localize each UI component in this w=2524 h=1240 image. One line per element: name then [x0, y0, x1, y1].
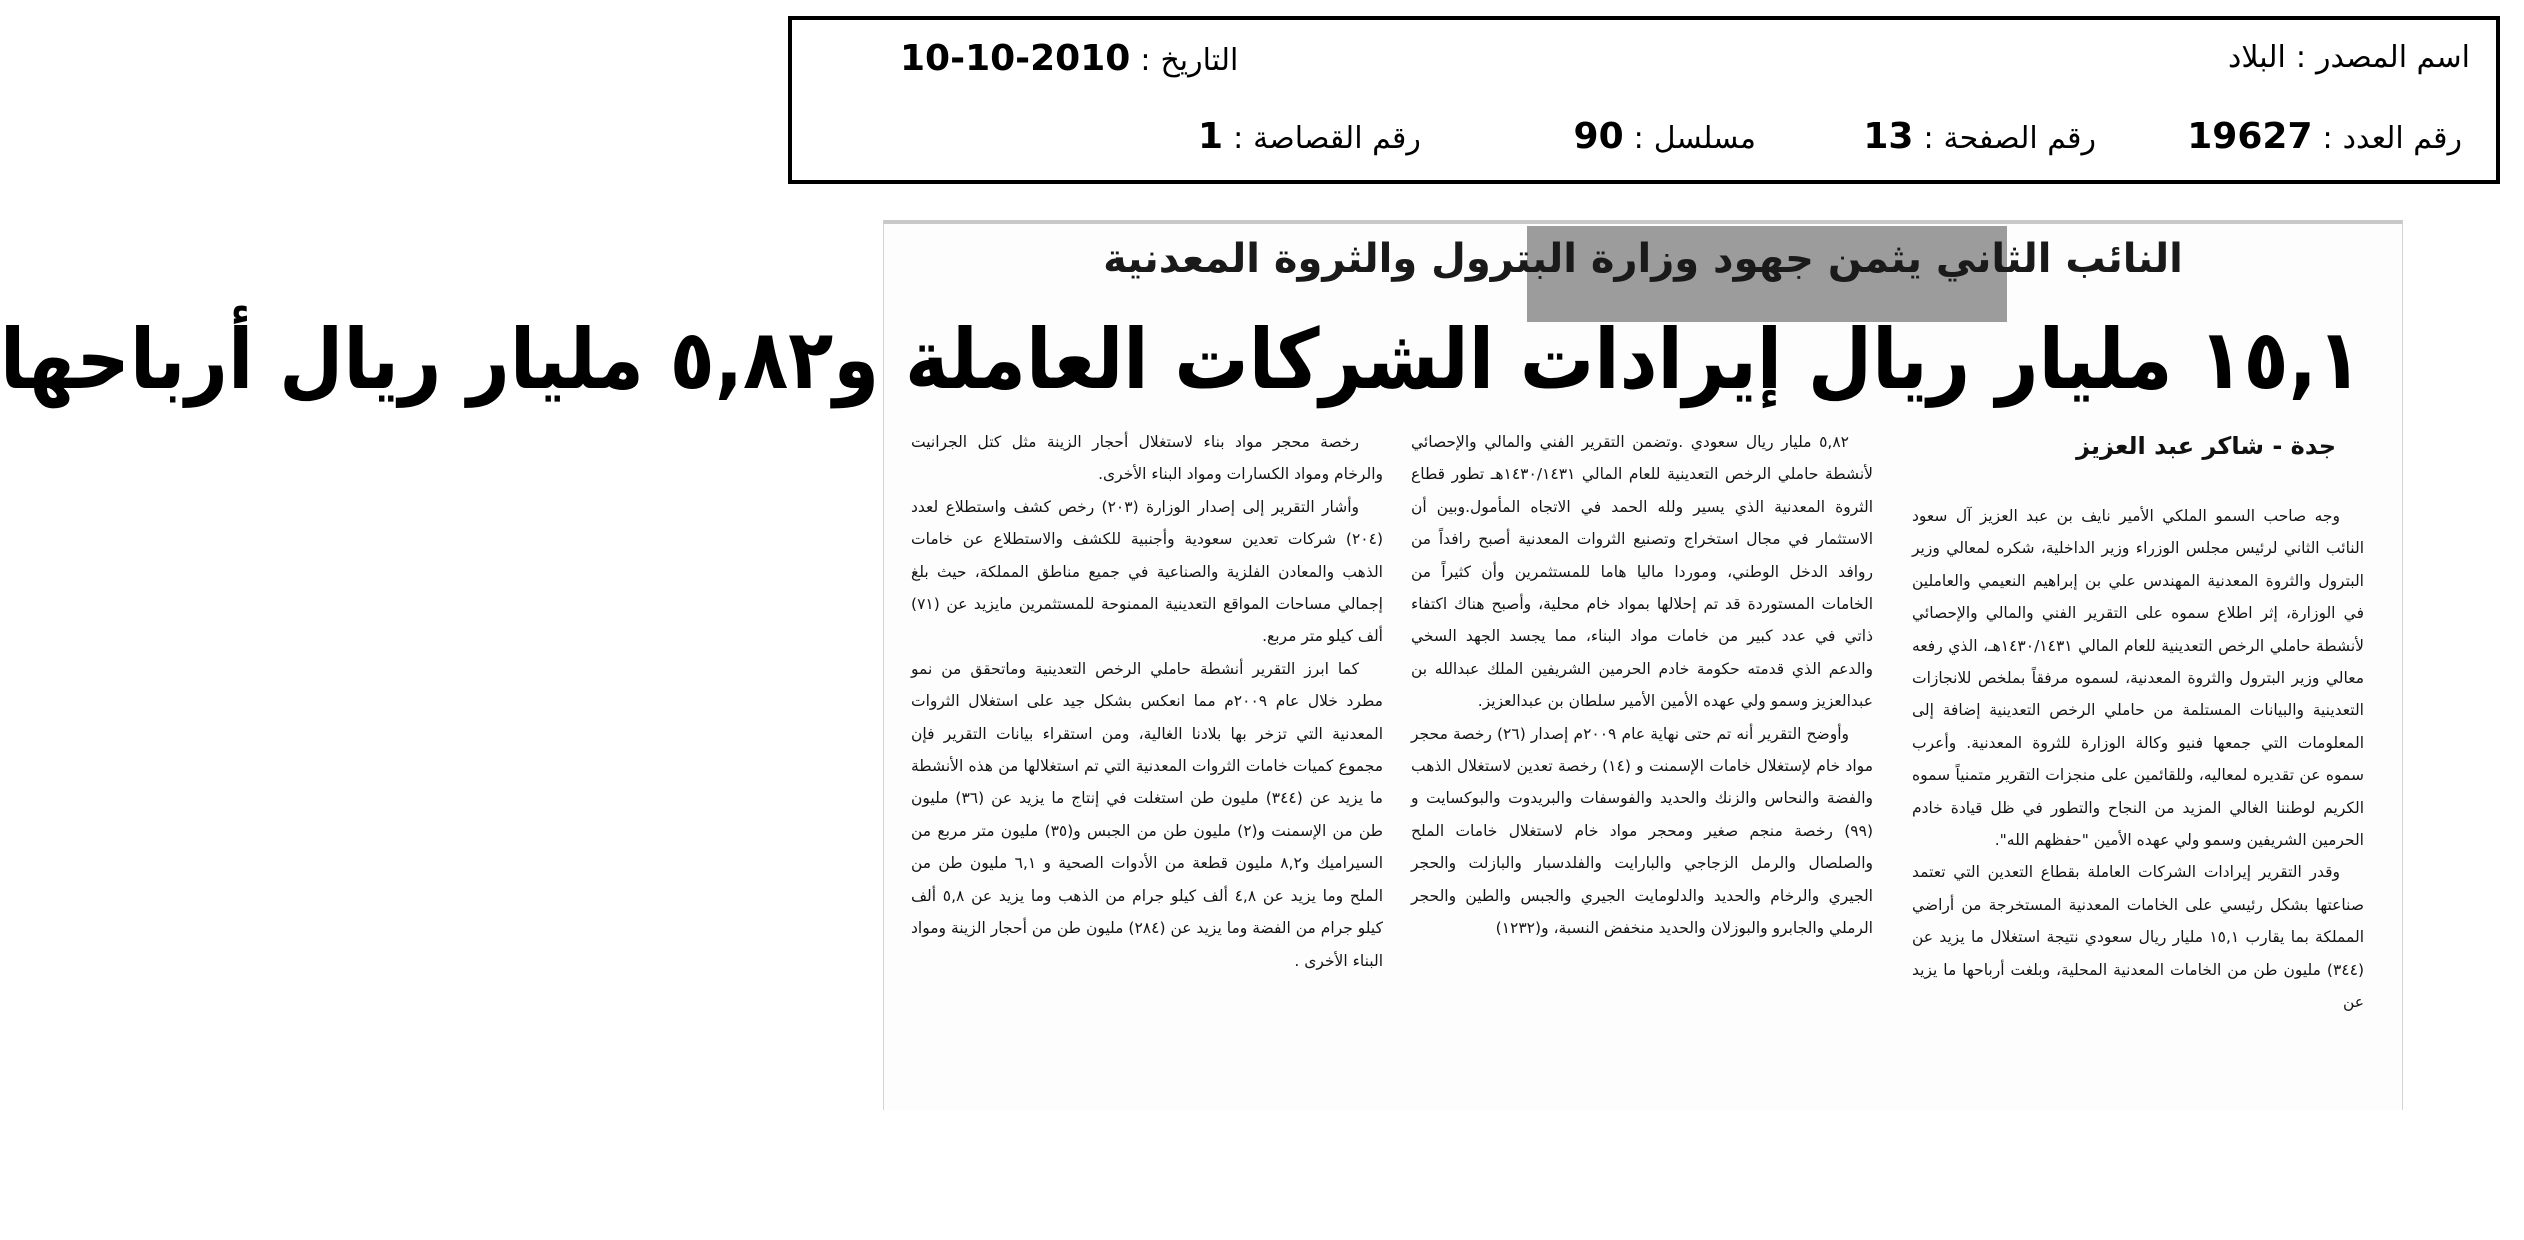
article-column-left — [911, 426, 1383, 1066]
issue-value: 19627 — [2187, 116, 2313, 157]
source-separator: : — [2295, 40, 2306, 75]
article-byline: جدة - شاكر عبد العزيز — [2076, 432, 2336, 460]
issue-label: رقم العدد — [2342, 121, 2462, 156]
paragraph: رخصة محجر مواد بناء لاستغلال أحجار الزينة مثل كتل الجرانيت والرخام ومواد الكسارات ومواد البناء الأخرى. — [911, 433, 1383, 484]
clipping-number-label: رقم القصاصة — [1253, 121, 1421, 156]
article-column-right — [1912, 500, 2364, 1100]
date-field — [900, 38, 1238, 79]
article-headline: ١٥,١ مليار ريال إيرادات الشركات العاملة و٥,٨٢ مليار ريال أرباحها — [0, 312, 2362, 409]
source-field — [2228, 40, 2470, 75]
serial-field — [1574, 116, 1756, 157]
date-label: التاريخ — [1160, 43, 1239, 78]
issue-field — [2187, 116, 2462, 157]
clipping-number-separator: : — [1233, 121, 1244, 156]
clipping-number-field — [1198, 116, 1421, 157]
serial-label: مسلسل — [1653, 121, 1756, 156]
date-value: 2010-10-10 — [900, 38, 1131, 79]
source-label: اسم المصدر — [2315, 40, 2470, 75]
newspaper-clipping — [0, 220, 2403, 1110]
clipping-number-value: 1 — [1198, 116, 1224, 157]
article-column-middle — [1411, 426, 1873, 1106]
serial-value: 90 — [1573, 116, 1624, 157]
article-kicker: النائب الثاني يثمن جهود وزارة البترول والثروة المعدنية — [1103, 236, 2183, 282]
page-number-value: 13 — [1863, 116, 1914, 157]
paragraph: وأشار التقرير إلى إصدار الوزارة (٢٠٣) رخص كشف واستطلاع لعدد (٢٠٤) شركات تعدين سعودية وأجنبية للكشف والاستطلاع عن خامات الذهب والمعادن الفلزية والصناعية في جميع مناطق المملكة، حيث بلغ إجمالي مساحات المواقع التعدينية الممنوحة للمستثمرين مايزيد عن (٧١) ألف كيلو متر مربع. — [911, 497, 1383, 646]
page-number-separator: : — [1923, 121, 1934, 156]
page-number-field — [1863, 116, 2096, 157]
paragraph: كما ابرز التقرير أنشطة حاملي الرخص التعدينية وماتحقق من نمو مطرد خلال عام ٢٠٠٩م مما انعكس بشكل جيد على استغلال الثروات المعدنية التي تزخر بها بلادنا الغالية، ومن استقراء بيانات التقرير فإن مجموع كميات خامات الثروات المعدنية التي تم استغلالها من هذه الأنشطة ما يزيد عن (٣٤٤) مليون طن استغلت في إنتاج ما يزيد عن (٣٦) مليون طن من الإسمنت و(٢) مليون طن من الجبس و(٣٥) مليون متر مربع من السيراميك و٨,٢ مليون قطعة من الأدوات الصحية و ٦,١ مليون طن من الملح وما يزيد عن ٤,٨ ألف كيلو جرام من الذهب وما يزيد عن ٥,٨ ألف كيلو جرام من الفضة وما يزيد عن (٢٨٤) مليون طن من أحجار الزينة ومواد البناء الأخرى . — [911, 659, 1384, 970]
source-value: البلاد — [2228, 40, 2286, 75]
clipping-metadata-box — [788, 16, 2500, 184]
page-number-label: رقم الصفحة — [1943, 121, 2096, 156]
paragraph: وقدر التقرير إيرادات الشركات العاملة بقطاع التعدين التي تعتمد صناعتها بشكل رئيسي على الخامات المعدنية المستخرجة من أراضي المملكة بما يقارب ١٥,١ مليار ريال سعودي نتيجة استغلال ما يزيد عن (٣٤٤) مليون طن من الخامات المعدنية المحلية، وبلغت أرباحها ما يزيد عن — [1912, 863, 2365, 1012]
date-separator: : — [1140, 43, 1151, 78]
paragraph: ٥,٨٢ مليار ريال سعودي .وتضمن التقرير الفني والمالي والإحصائي لأنشطة حاملي الرخص التعدينية للعام المالي ١٤٣٠/١٤٣١هـ تطور قطاع الثروة المعدنية الذي يسير ولله الحمد في الاتجاه المأمول.وبين أن الاستثمار في مجال استخراج وتصنيع الثروات المعدنية أصبح رافداً من روافد الدخل الوطني، وموردا ماليا هاما للمستثمرين وأن كثيراً من الخامات المستوردة قد تم إحلالها بمواد خام محلية، وأصبح هناك اكتفاء ذاتي في عدد كبير من خامات مواد البناء، مما يجسد الجهد السخي والدعم الذي قدمته حكومة خادم الحرمين الشريفين الملك عبدالله بن عبدالعزيز وسمو ولي عهده الأمين الأمير سلطان بن عبدالعزيز. — [1411, 433, 1873, 711]
paragraph: وأوضح التقرير أنه تم حتى نهاية عام ٢٠٠٩م إصدار (٢٦) رخصة محجر مواد خام لإستغلال خامات الإسمنت و (١٤) رخصة تعدين لاستغلال الذهب والفضة والنحاس والزنك والحديد والفوسفات والبريدوت والبوكسايت و (٩٩) رخصة منجم صغير ومحجر مواد خام لاستغلال خامات الملح والصلصال والرمل الزجاجي والبارايت والفلدسبار والبازلت والحجر الجيري والرخام والحديد والدلومايت الجيري والجبس والطين والحجر الرملي والجابرو والبوزلان والحديد منخفض النسبة، و(١٢٣٢) — [1411, 724, 1873, 938]
serial-separator: : — [1633, 121, 1644, 156]
issue-separator: : — [2322, 121, 2333, 156]
paragraph: وجه صاحب السمو الملكي الأمير نايف بن عبد العزيز آل سعود النائب الثاني لرئيس مجلس الوزراء وزير الداخلية، شكره لمعالي وزير البترول والثروة المعدنية المهندس علي بن إبراهيم النعيمي والعاملين في الوزارة، إثر اطلاع سموه على التقرير الفني والمالي والإحصائي لأنشطة حاملي الرخص التعدينية للعام المالي ١٤٣٠/١٤٣١هـ، الذي رفعه معالي وزير البترول والثروة المعدنية، لسموه مرفقاً بملخص للانجازات التعدينية والبيانات المستلمة من حاملي الرخص التعدينية إضافة إلى المعلومات التي جمعها فنيو وكالة الوزارة للثروة المعدنية. وأعرب سموه عن تقديره لمعاليه، وللقائمين على منجزات التقرير متمنياً سموه الكريم لوطننا الغالي المزيد من النجاح والتطور في ظل قيادة خادم الحرمين الشريفين وسمو ولي عهده الأمين "حفظهم الله". — [1912, 507, 2364, 850]
